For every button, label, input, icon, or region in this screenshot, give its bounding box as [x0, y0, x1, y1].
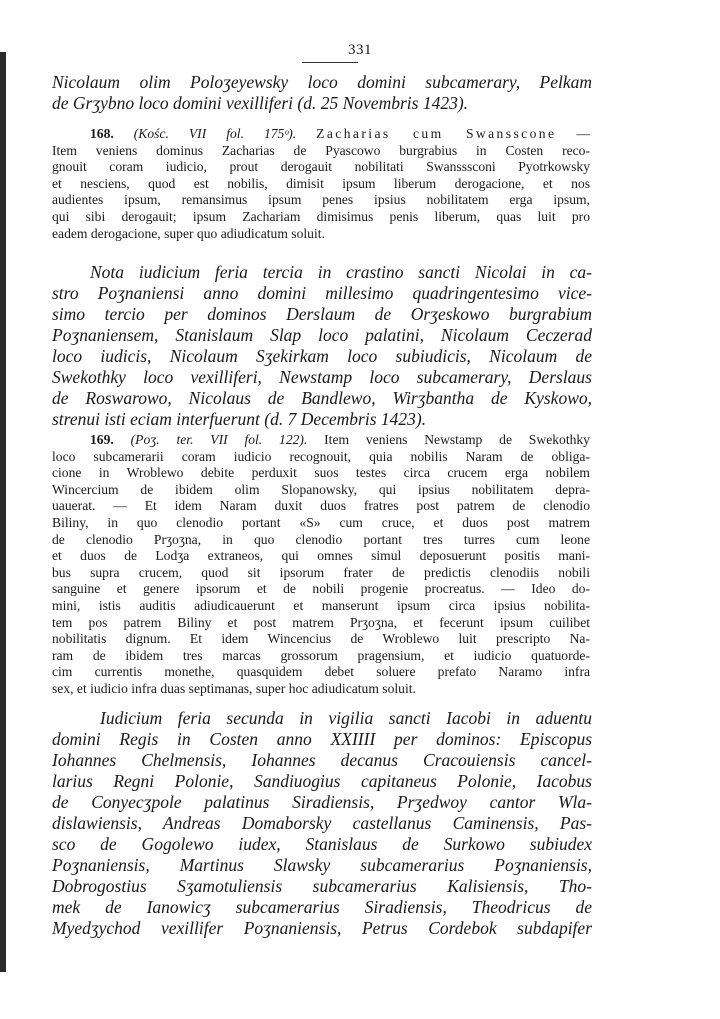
- text-line: mini, istis auditis adiudicauerunt et manserunt ipsum circa ipsius nobilita-: [52, 597, 590, 613]
- entry-source: (Kośc. VII fol. 175ᵒ).: [133, 126, 297, 141]
- text-line: de clenodio Prʒoʒna, in quo clenodio portant tres turres cum leone: [52, 531, 590, 547]
- text-line: ram de ibidem tres marcas grossorum pragensium, et iudicio quatuorde-: [52, 647, 590, 663]
- text-line: Nicolaum olim Poloʒeyewsky loco domini subcamerary, Pelkam: [52, 72, 592, 92]
- entry-dash: —: [556, 126, 590, 141]
- text-line: sco de Gogolewo iudex, Stanislaus de Surkowo subiudex: [52, 834, 592, 854]
- iudicium-paragraph: [52, 708, 592, 939]
- scan-edge: [0, 52, 6, 972]
- entry-source: (Poʒ. ter. VII fol. 122).: [130, 432, 308, 447]
- entry-heading-line: [52, 432, 590, 449]
- text-line: loco iudicis, Nicolaum Sʒekirkam loco subiudicis, Nicolaum de: [52, 346, 592, 366]
- text-line: Poʒnaniensis, Martinus Slawsky subcamerarius Poʒnaniensis,: [52, 855, 592, 875]
- page-number-rule: [302, 62, 358, 63]
- text-line: bus supra crucem, quod sit ipsorum frater de predictis clenodiis nobili: [52, 564, 590, 580]
- text-line: domini Regis in Costen anno XXIIII per dominos: Episcopus: [52, 729, 592, 749]
- text-line: loco subcamerarii coram iudicio recognouit, quia nobilis Naram de obliga-: [52, 448, 590, 464]
- text-line: Iohannes Chelmensis, Iohannes decanus Cracouiensis cancel-: [52, 750, 592, 770]
- text-line: larius Regni Polonie, Sandiuogius capitaneus Polonie, Iacobus: [52, 771, 592, 791]
- entry-heading-line: [52, 126, 590, 143]
- text-line: Item veniens dominus Zacharias de Pyascowo burgrabius in Costen reco-: [52, 142, 590, 158]
- text-line: tem pos patrem Biliny et post matrem Prʒoʒna, et fecerunt ipsum cuilibet: [52, 614, 590, 630]
- text-line: simo tercio per dominos Derslaum de Orʒeskowo burgrabium: [52, 304, 592, 324]
- continuation-paragraph: [52, 72, 592, 114]
- text-line: gnouit coram iudicio, prout derogauit nobilitati Swansssconi Pyotrkowsky: [52, 159, 590, 175]
- text-line: eadem derogacione, super quo adiudicatum soluit.: [52, 225, 325, 241]
- text-line: de Conyecʒpole palatinus Siradiensis, Prʒedwoy cantor Wla-: [52, 792, 592, 812]
- text-line: sex, et iudicio infra duas septimanas, super hoc adiudicatum soluit.: [52, 680, 416, 696]
- text-line: dislawiensis, Andreas Domaborsky castellanus Caminensis, Pas-: [52, 813, 592, 833]
- text-line: de Grʒybno loco domini vexilliferi (d. 25 Novembris 1423).: [52, 93, 469, 113]
- text-line: Poʒnaniensem, Stanislaum Slap loco palatini, Nicolaum Ceczerad: [52, 325, 592, 345]
- text-line: qui sibi derogauit; ipsum Zachariam dimisimus penis liberum, quas luit pro: [52, 208, 590, 224]
- text-line: Dobrogostius Sʒamotuliensis subcamerarius Kalisiensis, Tho-: [52, 876, 592, 896]
- entry-169: [52, 432, 590, 698]
- text-line: cione in Wroblewo debite perduxit suos testes circa crucem erga nobilem: [52, 465, 590, 481]
- text-line: Wincercium de ibidem olim Slopanowsky, qui ipsius nobilitatem depra-: [52, 481, 590, 497]
- text-line: Myedʒychod vexillifer Poʒnaniensis, Petrus Cordebok subdapifer: [52, 918, 592, 938]
- entry-first-text: Item veniens Newstamp de Swekothky: [324, 432, 590, 447]
- text-line: cim currentis monethe, quasquidem debet soluere prefato Naramo infra: [52, 664, 590, 680]
- entry-number: 168.: [90, 126, 114, 141]
- entry-parties: Zacharias cum Swansscone: [316, 126, 557, 141]
- text-line: de Roswarowo, Nicolaus de Bandlewo, Wirʒbantha de Kyskowo,: [52, 388, 592, 408]
- text-line: mek de Ianowicʒ subcamerarius Siradiensis, Theodricus de: [52, 897, 592, 917]
- entry-168: [52, 126, 590, 242]
- text-line: Nota iudicium feria tercia in crastino sancti Nicolai in ca-: [90, 262, 592, 282]
- page-number: 331: [348, 42, 372, 58]
- text-line: strenui isti eciam interfuerunt (d. 7 Decembris 1423).: [52, 409, 427, 429]
- text-line: audientes ipsum, remansimus ipsum penes ipsius nobilitatem erga ipsum,: [52, 192, 590, 208]
- text-line: et duos de Lodʒa extraneos, qui omnes simul deposuerunt positis mani-: [52, 548, 590, 564]
- text-line: Iudicium feria secunda in vigilia sancti Iacobi in aduentu: [100, 708, 592, 728]
- text-line: sanguine et genere ipsorum et de nobili progenie procreatus. — Ideo do-: [52, 581, 590, 597]
- text-line: nobilitatis dignum. Et idem Wincencius de Wroblewo luit prescripto Na-: [52, 631, 590, 647]
- text-line: Swekothky loco vexilliferi, Newstamp loco subcamerary, Derslaus: [52, 367, 592, 387]
- text-line: et nesciens, quod est nobilis, dimisit ipsum liberum derogacione, et nos: [52, 175, 590, 191]
- entry-number: 169.: [90, 432, 114, 447]
- nota-paragraph: [52, 262, 592, 430]
- text-line: stro Poʒnaniensi anno domini millesimo quadringentesimo vice-: [52, 283, 592, 303]
- text-line: Biliny, in quo clenodio portant «S» cum cruce, et duos post matrem: [52, 514, 590, 530]
- text-line: uauerat. — Et idem Naram duxit duos fratres post patrem de clenodio: [52, 498, 590, 514]
